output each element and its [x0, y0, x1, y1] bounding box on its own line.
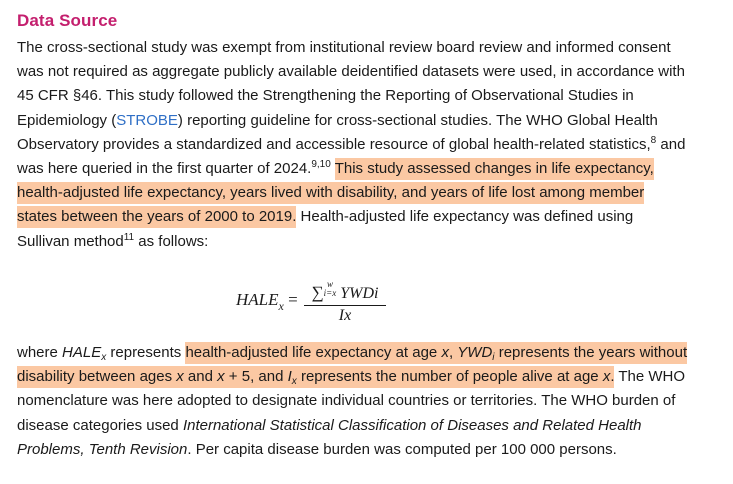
highlight: This study assessed changes in life expectancy, — [335, 158, 654, 180]
text-run: disease categories used — [17, 416, 183, 434]
highlight: $I_x$ — [287, 368, 297, 388]
text-run: International Statistical Classification of Diseases and Related Health — [182, 416, 642, 434]
highlight: represents the years without — [495, 342, 688, 364]
text-run: where — [17, 344, 63, 361]
text-line — [17, 205, 721, 229]
text-run: x — [101, 352, 107, 363]
formula-numerator — [304, 280, 386, 303]
highlight: health-adjusted life expectancy at age x, — [185, 342, 457, 364]
sum-upper: w — [326, 279, 333, 289]
text-run: Sullivan method — [17, 232, 124, 250]
text-run: Problems, Tenth Revision — [17, 440, 188, 458]
text-run: The WHO — [614, 368, 686, 386]
formula-equals: = — [283, 290, 298, 309]
text-line — [17, 133, 721, 157]
formula-lhs — [236, 290, 298, 313]
text-line — [17, 341, 721, 365]
text-line: 45 CFR §46. This study followed the Strengthening the Reporting of Observational Studies in — [17, 87, 634, 105]
fraction-bar — [304, 305, 386, 306]
text-run: Health-adjusted life expectancy was defined using — [296, 208, 634, 226]
text-run: Epidemiology ( — [17, 111, 117, 129]
highlight: disability between ages x and x + 5, and — [17, 366, 288, 388]
citation-11[interactable]: 11 — [123, 231, 135, 243]
text-line: nomenclature was here adopted to designate individual countries or territories. The WHO burden of — [17, 392, 676, 410]
text-line — [17, 181, 721, 205]
highlight: represents the number of people alive at age x. — [297, 366, 615, 388]
text-line — [17, 230, 721, 254]
text-line — [17, 365, 721, 389]
formula-hale: HALE — [236, 290, 279, 309]
numerator-text: YWDi — [340, 285, 379, 302]
text-line — [17, 109, 721, 133]
sum-lower: i=x — [323, 288, 337, 298]
paragraph-data-source — [17, 36, 721, 254]
highlight: health-adjusted life expectancy, years lived with disability, and years of life lost among member — [17, 182, 644, 204]
sigma-symbol: ∑ — [311, 283, 324, 302]
text-line — [17, 438, 721, 462]
formula-subscript: x — [278, 299, 284, 313]
text-line: The cross-sectional study was exempt from institutional review board review and informed consent — [17, 39, 671, 56]
citation-8[interactable]: 8 — [650, 134, 657, 146]
text-line — [17, 414, 721, 438]
text-line — [17, 157, 721, 181]
highlight: states between the years of 2000 to 2019. — [17, 206, 296, 228]
sum-limits — [324, 280, 337, 298]
text-run: as follows: — [134, 232, 209, 250]
text-run: ) reporting guideline for cross-sectional studies. The WHO Global Health — [177, 111, 658, 129]
text-run: and — [656, 135, 686, 153]
text-run: Observatory provides a standardized and accessible resource of global health-related statistics, — [17, 135, 651, 153]
formula-denominator: Ix — [338, 307, 352, 324]
highlight: $YWD_i$ — [457, 344, 495, 363]
text-line: was not required as aggregate publicly available deidentified datasets were used, in accordance with — [17, 63, 685, 81]
section-heading: Data Source — [17, 11, 118, 30]
formula-fraction — [304, 280, 386, 325]
text-run: . Per capita disease burden was computed per 100 000 persons. — [187, 440, 617, 458]
paragraph-definitions — [17, 341, 721, 462]
text-run: HALE — [62, 344, 102, 361]
text-run: represents — [106, 344, 186, 361]
citation-9-10[interactable]: 9,10 — [311, 158, 331, 170]
text-run: was here queried in the first quarter of 2024. — [17, 159, 312, 177]
strobe-link[interactable]: STROBE — [116, 111, 178, 129]
